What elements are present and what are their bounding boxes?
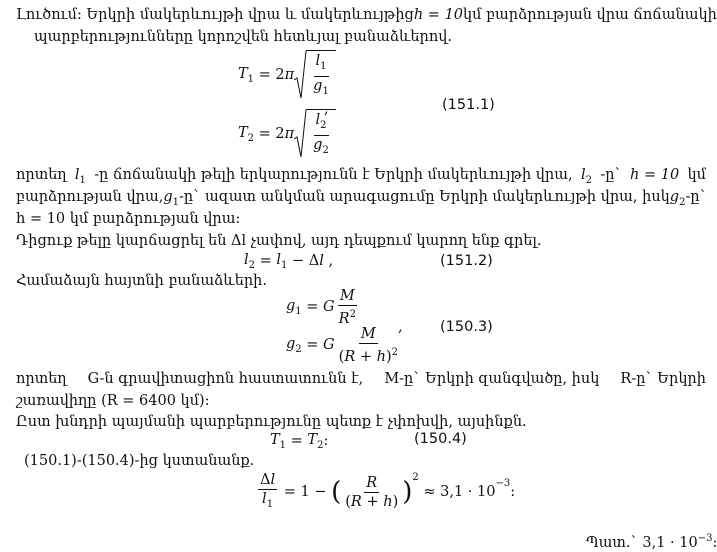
formula-g1: $g_1$ = G $\frac{M}{R^2}$ <box>286 288 356 327</box>
formula-result: $\frac{\Delta l}{l_1}$ = 1 − ( $\frac{R}{(R + h)}$ ) $^2$ ≈ 3,1 · 10 $^{-3}$ : <box>260 472 516 510</box>
text-line-derive: (150.1)-(150.4)-ից կստանանք. <box>24 453 255 469</box>
result-value: ≈ 3,1 · 10 <box>423 484 496 501</box>
answer-label: Պատ.` <box>586 534 638 551</box>
text-line-shorten: Դիցուք թելը կարճացրել են Δl չափով, այդ դեպքում կարող ենք գրել. <box>16 233 542 249</box>
text-line-formulas: Համաձայն հայտնի բանաձևերի. <box>16 273 267 289</box>
eq-number-150-4: (150.4) <box>414 431 467 447</box>
formula-t1: $T_1$ = 2 π $\frac{l_1}{g_1}$ <box>238 50 336 100</box>
height-value: h = 10 <box>413 7 464 23</box>
eq-number-150-3: (150.3) <box>440 319 493 335</box>
text-line-condition: Ըստ խնդրի պայմանի պարբերությունը պետք է չփոխվի, այսինքն. <box>16 414 527 430</box>
comma: , <box>324 101 329 117</box>
intro-rest: կմ բարձրության վրա ճոճանակի <box>463 7 717 23</box>
text-line-where-3: h = 10 կմ բարձրության վրա: <box>16 211 241 227</box>
intro-text: Լուծում: Երկրի մակերևույթի վրա և մակերևույթից <box>16 7 414 23</box>
formula-l2: $l_2$ = $l_1$ − Δ l , <box>244 252 334 271</box>
text-line-where-1: որտեղ $l_1$ -ը ճոճանակի թելի երկարությունն է Երկրի մակերևույթի վրա, $l_2$ -ը` h = 10 կմ <box>16 167 706 186</box>
answer-exponent: −3 <box>697 533 713 544</box>
formula-t-equal: $T_1$ = $T_2$ : <box>270 432 329 451</box>
formula-t2: $T_2$ = 2 π $\frac{l_2}{g_2}$ <box>238 108 336 160</box>
text-line-2: պարբերությունները կորոշվեն հետևյալ բանաձևերով. <box>34 29 452 45</box>
text-line-where-2: բարձրության վրա, $g_1$ -ը` ազատ անկման արագացումը Երկրի մակերևույթի վրա, իսկ $g_2$ -ը` <box>16 189 707 208</box>
eq-number-151-1: (151.1) <box>442 97 495 113</box>
text-line-where-g: որտեղ G-ն գրավիտացիոն հաստատունն է, M-ը` Երկրի զանգվածը, իսկ R-ը` Երկրի <box>16 371 706 387</box>
text-line-1 <box>16 6 717 24</box>
formula-g2: $g_2$ = G $\frac{M}{(R + h)^2}$ <box>286 326 398 365</box>
text-line-radius: շառավիղը (R = 6400 կմ): <box>16 393 210 409</box>
comma-2: , <box>398 319 403 335</box>
eq-number-151-2: (151.2) <box>440 253 493 269</box>
answer-value: 3,1 · 10 <box>642 534 698 551</box>
result-exponent: −3 <box>495 478 511 489</box>
answer: Պատ.` $3,1 \cdot 10^{-3}$: <box>586 533 717 551</box>
